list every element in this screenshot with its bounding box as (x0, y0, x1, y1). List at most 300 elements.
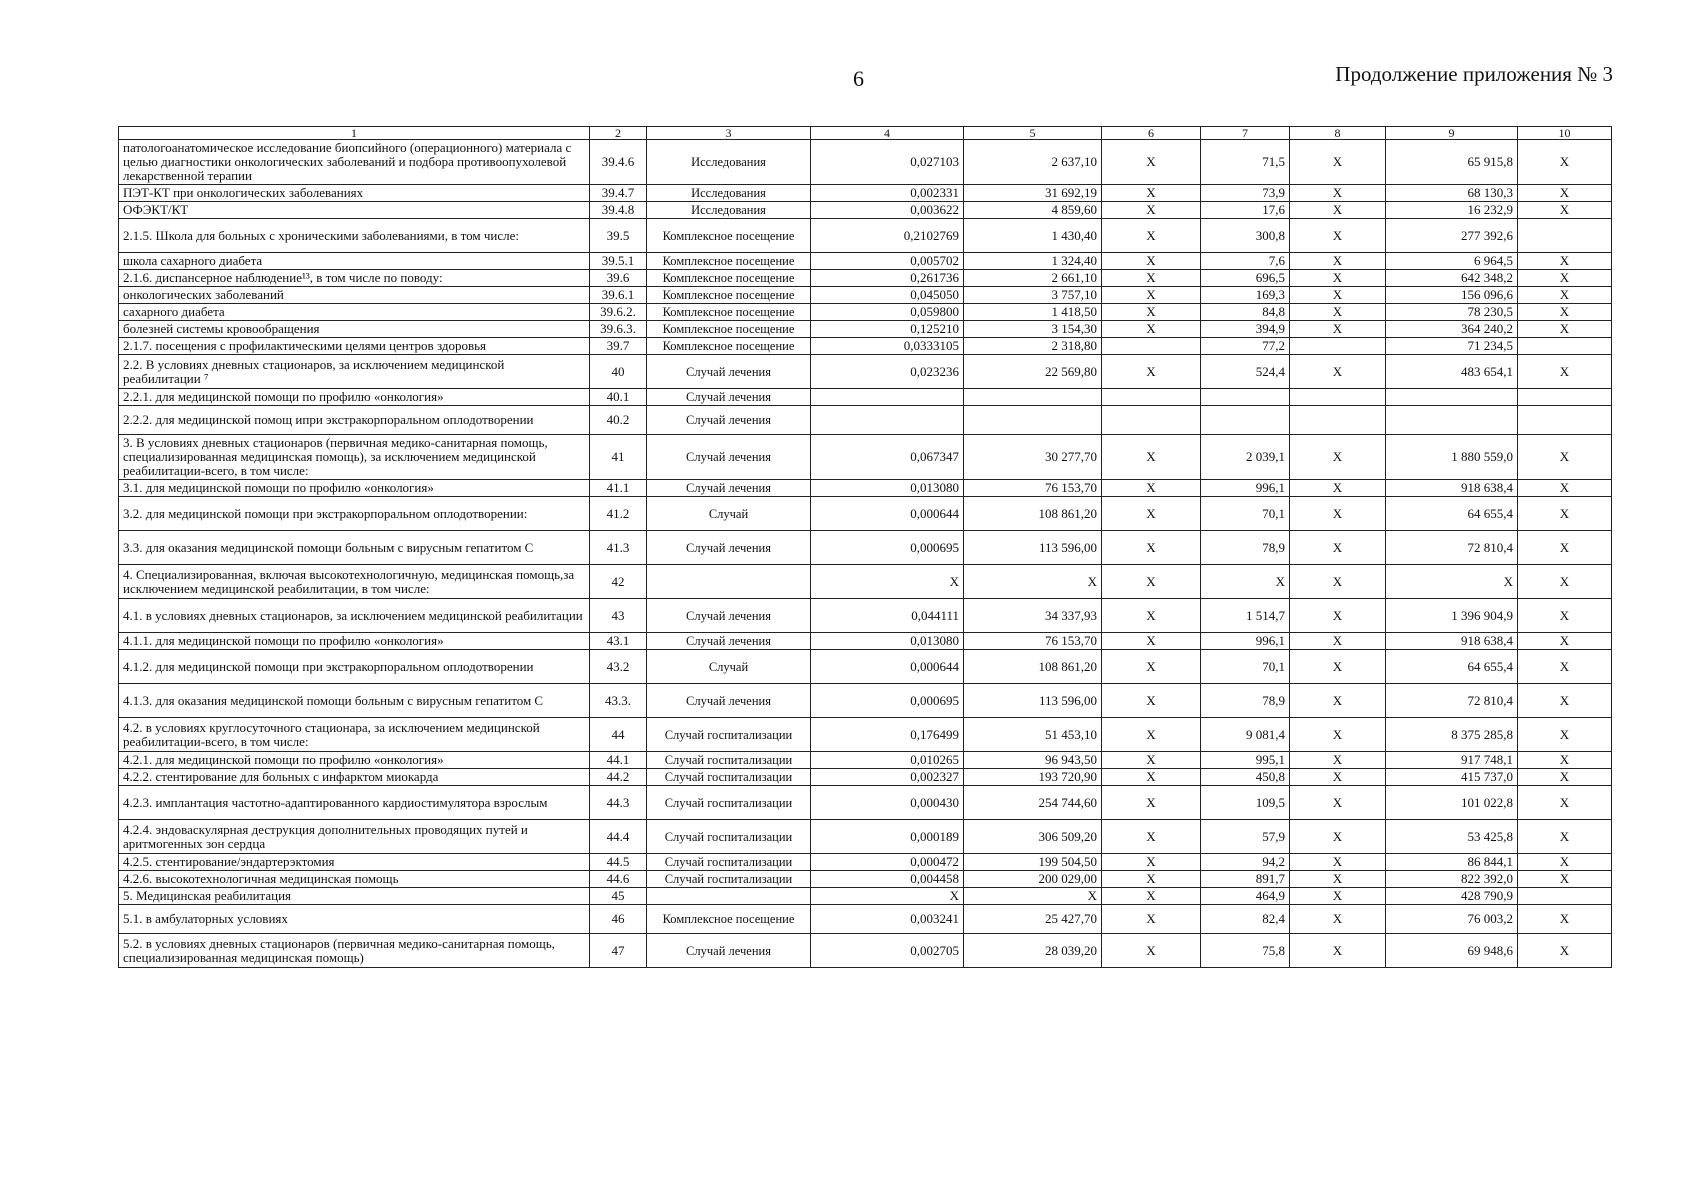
table-cell-c10 (1518, 389, 1612, 406)
table-cell-c2: 44.1 (590, 752, 647, 769)
table-cell-c7: 109,5 (1201, 786, 1290, 820)
table-cell-c1: 4.2.3. имплантация частотно-адаптированного кардиостимулятора взрослым (119, 786, 590, 820)
table-cell-c3: Случай госпитализации (647, 786, 811, 820)
table-cell-c2: 40.1 (590, 389, 647, 406)
table-cell-c7: 169,3 (1201, 287, 1290, 304)
header-cell: 4 (811, 127, 964, 140)
table-cell-c2: 43 (590, 599, 647, 633)
table-cell-c7: 57,9 (1201, 820, 1290, 854)
header-cell: 9 (1386, 127, 1518, 140)
table-cell-c7: 394,9 (1201, 321, 1290, 338)
table-cell-c6: X (1102, 185, 1201, 202)
table-cell-c7: 696,5 (1201, 270, 1290, 287)
table-cell-c4: 0,125210 (811, 321, 964, 338)
table-cell-c10: X (1518, 185, 1612, 202)
table-cell-c2: 39.6.2. (590, 304, 647, 321)
table-cell-c8: X (1290, 650, 1386, 684)
table-cell-c2: 43.1 (590, 633, 647, 650)
table-cell-c7: 94,2 (1201, 854, 1290, 871)
table-cell-c2: 39.4.8 (590, 202, 647, 219)
header-cell: 5 (964, 127, 1102, 140)
table-cell-c8: X (1290, 480, 1386, 497)
table-cell-c3: Случай (647, 650, 811, 684)
table-cell-c7: 300,8 (1201, 219, 1290, 253)
table-cell-c7: 996,1 (1201, 633, 1290, 650)
table-cell-c9: 16 232,9 (1386, 202, 1518, 219)
table-cell-c9: 64 655,4 (1386, 650, 1518, 684)
header-cell: 8 (1290, 127, 1386, 140)
table-cell-c10: X (1518, 934, 1612, 968)
table-cell-c3: Случай лечения (647, 599, 811, 633)
table-cell-c6: X (1102, 633, 1201, 650)
table-cell-c5: 1 324,40 (964, 253, 1102, 270)
table-cell-c8: X (1290, 786, 1386, 820)
table-cell-c10 (1518, 219, 1612, 253)
table-cell-c1: ОФЭКТ/КТ (119, 202, 590, 219)
table-cell-c4: 0,027103 (811, 140, 964, 185)
table-cell-c2: 39.4.7 (590, 185, 647, 202)
table-cell-c4: 0,000189 (811, 820, 964, 854)
table-cell-c5: 31 692,19 (964, 185, 1102, 202)
table-cell-c5: 3 757,10 (964, 287, 1102, 304)
table-cell-c7 (1201, 406, 1290, 435)
table-cell-c10: X (1518, 355, 1612, 389)
table-cell-c9 (1386, 389, 1518, 406)
table-cell-c2: 44.4 (590, 820, 647, 854)
table-cell-c8: X (1290, 684, 1386, 718)
table-cell-c10: X (1518, 253, 1612, 270)
table-cell-c2: 47 (590, 934, 647, 968)
table-cell-c2: 45 (590, 888, 647, 905)
table-cell-c4: 0,000472 (811, 854, 964, 871)
table-row (119, 219, 1612, 253)
table-cell-c4: 0,000644 (811, 650, 964, 684)
table-cell-c9: 156 096,6 (1386, 287, 1518, 304)
table-cell-c9: 1 396 904,9 (1386, 599, 1518, 633)
table-cell-c8: X (1290, 497, 1386, 531)
table-cell-c5: 199 504,50 (964, 854, 1102, 871)
table-cell-c3: Случай госпитализации (647, 752, 811, 769)
table-cell-c3: Случай госпитализации (647, 871, 811, 888)
table-row (119, 497, 1612, 531)
table-cell-c10: X (1518, 786, 1612, 820)
table-cell-c10: X (1518, 304, 1612, 321)
table-cell-c7: 70,1 (1201, 650, 1290, 684)
table-cell-c5: 4 859,60 (964, 202, 1102, 219)
table-cell-c6: X (1102, 888, 1201, 905)
table-cell-c8: X (1290, 854, 1386, 871)
table-cell-c5 (964, 406, 1102, 435)
table-cell-c4: 0,000695 (811, 531, 964, 565)
table-cell-c1: 2.1.5. Школа для больных с хроническими заболеваниями, в том числе: (119, 219, 590, 253)
table-cell-c4: 0,067347 (811, 435, 964, 480)
table-cell-c3: Случай госпитализации (647, 854, 811, 871)
table-cell-c7: 1 514,7 (1201, 599, 1290, 633)
table-cell-c1: 4.2.5. стентирование/эндартерэктомия (119, 854, 590, 871)
table-cell-c6: X (1102, 140, 1201, 185)
table-cell-c9: X (1386, 565, 1518, 599)
table-cell-c5: 2 661,10 (964, 270, 1102, 287)
table-row (119, 435, 1612, 480)
table-cell-c10: X (1518, 871, 1612, 888)
table-cell-c1: школа сахарного диабета (119, 253, 590, 270)
table-cell-c6 (1102, 389, 1201, 406)
header-cell: 10 (1518, 127, 1612, 140)
table-cell-c10: X (1518, 905, 1612, 934)
table-cell-c2: 42 (590, 565, 647, 599)
table-cell-c6: X (1102, 820, 1201, 854)
table-cell-c4: 0,000644 (811, 497, 964, 531)
table-cell-c6: X (1102, 871, 1201, 888)
table-cell-c7: 17,6 (1201, 202, 1290, 219)
table-cell-c6: X (1102, 321, 1201, 338)
table-cell-c2: 44.3 (590, 786, 647, 820)
table-cell-c4: 0,005702 (811, 253, 964, 270)
table-cell-c1: онкологических заболеваний (119, 287, 590, 304)
table-row (119, 355, 1612, 389)
table-cell-c7: 464,9 (1201, 888, 1290, 905)
table-cell-c5: 96 943,50 (964, 752, 1102, 769)
table-cell-c3: Случай лечения (647, 684, 811, 718)
table-cell-c2: 39.4.6 (590, 140, 647, 185)
table-row (119, 599, 1612, 633)
table-cell-c5: 3 154,30 (964, 321, 1102, 338)
table-cell-c4: 0,002705 (811, 934, 964, 968)
table-cell-c9: 71 234,5 (1386, 338, 1518, 355)
table-cell-c8: X (1290, 219, 1386, 253)
table-cell-c6: X (1102, 650, 1201, 684)
table-cell-c6: X (1102, 752, 1201, 769)
table-cell-c2: 39.6.1 (590, 287, 647, 304)
table-cell-c1: 2.1.6. диспансерное наблюдение¹³, в том числе по поводу: (119, 270, 590, 287)
table-cell-c3: Случай лечения (647, 435, 811, 480)
table-cell-c3: Случай лечения (647, 389, 811, 406)
table-cell-c5: 51 453,10 (964, 718, 1102, 752)
table-cell-c9: 72 810,4 (1386, 531, 1518, 565)
header-cell: 3 (647, 127, 811, 140)
table-cell-c3: Комплексное посещение (647, 321, 811, 338)
table-cell-c10: X (1518, 480, 1612, 497)
table-cell-c9: 415 737,0 (1386, 769, 1518, 786)
table-cell-c1: 2.2. В условиях дневных стационаров, за исключением медицинской реабилитации ⁷ (119, 355, 590, 389)
table-cell-c1: патологоанатомическое исследование биопсийного (операционного) материала с целью диагностики онкологических заболеваний и подбора противоопухолевой лекарственной терапии (119, 140, 590, 185)
table-cell-c7: 2 039,1 (1201, 435, 1290, 480)
table-cell-c10 (1518, 338, 1612, 355)
table-cell-c7: 71,5 (1201, 140, 1290, 185)
table-row (119, 406, 1612, 435)
table-cell-c10: X (1518, 140, 1612, 185)
header-cell: 7 (1201, 127, 1290, 140)
header-cell: 6 (1102, 127, 1201, 140)
table-cell-c8: X (1290, 820, 1386, 854)
table-cell-c8: X (1290, 752, 1386, 769)
table-cell-c5: 113 596,00 (964, 684, 1102, 718)
table-cell-c5: 108 861,20 (964, 650, 1102, 684)
table-cell-c5: 200 029,00 (964, 871, 1102, 888)
table-row (119, 185, 1612, 202)
table-cell-c9: 101 022,8 (1386, 786, 1518, 820)
table-cell-c8: X (1290, 321, 1386, 338)
table-cell-c1: 4.2.4. эндоваскулярная деструкция дополнительных проводящих путей и аритмогенных зон сердца (119, 820, 590, 854)
table-cell-c5: X (964, 565, 1102, 599)
table-cell-c1: 5.2. в условиях дневных стационаров (первичная медико-санитарная помощь, специализированная медицинская помощь) (119, 934, 590, 968)
table-cell-c1: 4.1.3. для оказания медицинской помощи больным с вирусным гепатитом С (119, 684, 590, 718)
table-cell-c2: 43.3. (590, 684, 647, 718)
table-cell-c8: X (1290, 435, 1386, 480)
table-cell-c8: X (1290, 531, 1386, 565)
table-cell-c7: 996,1 (1201, 480, 1290, 497)
table-cell-c2: 41 (590, 435, 647, 480)
table-cell-c2: 39.5.1 (590, 253, 647, 270)
table-cell-c2: 39.7 (590, 338, 647, 355)
table-row (119, 338, 1612, 355)
table-cell-c6: X (1102, 202, 1201, 219)
table-cell-c3: Случай госпитализации (647, 718, 811, 752)
table-cell-c4: 0,176499 (811, 718, 964, 752)
table-cell-c1: 3.3. для оказания медицинской помощи больным с вирусным гепатитом С (119, 531, 590, 565)
table-cell-c2: 41.3 (590, 531, 647, 565)
table-cell-c8: X (1290, 253, 1386, 270)
table-cell-c4: 0,002327 (811, 769, 964, 786)
table-cell-c6: X (1102, 934, 1201, 968)
table-cell-c3: Случай лечения (647, 531, 811, 565)
table-cell-c2: 41.1 (590, 480, 647, 497)
table-cell-c10: X (1518, 531, 1612, 565)
table-cell-c9: 78 230,5 (1386, 304, 1518, 321)
table-cell-c8 (1290, 406, 1386, 435)
table-cell-c7: 75,8 (1201, 934, 1290, 968)
table-cell-c8: X (1290, 287, 1386, 304)
table-cell-c5: 2 637,10 (964, 140, 1102, 185)
table-cell-c6 (1102, 338, 1201, 355)
table-cell-c4: 0,003622 (811, 202, 964, 219)
table-cell-c5: 108 861,20 (964, 497, 1102, 531)
table-cell-c8: X (1290, 905, 1386, 934)
table-cell-c4: 0,003241 (811, 905, 964, 934)
table-cell-c9: 8 375 285,8 (1386, 718, 1518, 752)
table-cell-c1: 2.2.1. для медицинской помощи по профилю «онкология» (119, 389, 590, 406)
table-cell-c2: 43.2 (590, 650, 647, 684)
table-cell-c3: Комплексное посещение (647, 253, 811, 270)
table-cell-c8: X (1290, 633, 1386, 650)
table-cell-c10: X (1518, 820, 1612, 854)
table-cell-c3: Исследования (647, 202, 811, 219)
table-cell-c10: X (1518, 270, 1612, 287)
table-row (119, 752, 1612, 769)
table-cell-c3: Комплексное посещение (647, 338, 811, 355)
table-cell-c5: 22 569,80 (964, 355, 1102, 389)
table-cell-c10: X (1518, 769, 1612, 786)
table-cell-c4: 0,013080 (811, 480, 964, 497)
table-cell-c6: X (1102, 480, 1201, 497)
table-cell-c9: 6 964,5 (1386, 253, 1518, 270)
table-cell-c8: X (1290, 888, 1386, 905)
table-cell-c10: X (1518, 565, 1612, 599)
table-cell-c1: 4.1. в условиях дневных стационаров, за исключением медицинской реабилитации (119, 599, 590, 633)
table-cell-c8: X (1290, 718, 1386, 752)
table-row (119, 531, 1612, 565)
table-cell-c5: 76 153,70 (964, 480, 1102, 497)
table-cell-c5: 113 596,00 (964, 531, 1102, 565)
table-cell-c4: X (811, 888, 964, 905)
table-cell-c7: 891,7 (1201, 871, 1290, 888)
table-cell-c6: X (1102, 253, 1201, 270)
table-row (119, 321, 1612, 338)
table-cell-c3 (647, 888, 811, 905)
table-cell-c4: 0,010265 (811, 752, 964, 769)
table-cell-c4: 0,004458 (811, 871, 964, 888)
table-cell-c7: 524,4 (1201, 355, 1290, 389)
table-cell-c2: 44 (590, 718, 647, 752)
table-cell-c8: X (1290, 355, 1386, 389)
table-cell-c3: Случай лечения (647, 480, 811, 497)
table-cell-c9: 642 348,2 (1386, 270, 1518, 287)
table-cell-c1: 4.2.6. высокотехнологичная медицинская помощь (119, 871, 590, 888)
table-row (119, 287, 1612, 304)
table-cell-c7: X (1201, 565, 1290, 599)
table-cell-c10: X (1518, 497, 1612, 531)
table-cell-c5: 1 430,40 (964, 219, 1102, 253)
table-cell-c4 (811, 389, 964, 406)
table-cell-c3: Комплексное посещение (647, 287, 811, 304)
table-cell-c9: 76 003,2 (1386, 905, 1518, 934)
table-cell-c6: X (1102, 435, 1201, 480)
table-cell-c9: 1 880 559,0 (1386, 435, 1518, 480)
table-row (119, 820, 1612, 854)
table-row (119, 888, 1612, 905)
table-cell-c7: 70,1 (1201, 497, 1290, 531)
table-row (119, 684, 1612, 718)
header-row (119, 127, 1612, 140)
table-cell-c3: Исследования (647, 185, 811, 202)
table-cell-c10: X (1518, 684, 1612, 718)
table-cell-c6: X (1102, 287, 1201, 304)
table-cell-c10: X (1518, 854, 1612, 871)
table-cell-c5: 306 509,20 (964, 820, 1102, 854)
table-cell-c6: X (1102, 854, 1201, 871)
table-cell-c8: X (1290, 185, 1386, 202)
table-cell-c4: X (811, 565, 964, 599)
table-cell-c9: 918 638,4 (1386, 633, 1518, 650)
table-cell-c6: X (1102, 905, 1201, 934)
table-cell-c3: Комплексное посещение (647, 304, 811, 321)
table-cell-c3: Исследования (647, 140, 811, 185)
table-cell-c2: 44.5 (590, 854, 647, 871)
table-cell-c10: X (1518, 435, 1612, 480)
table-cell-c10: X (1518, 752, 1612, 769)
table-cell-c7: 77,2 (1201, 338, 1290, 355)
table-cell-c6: X (1102, 219, 1201, 253)
table-row (119, 905, 1612, 934)
table-cell-c7: 450,8 (1201, 769, 1290, 786)
table-cell-c10 (1518, 406, 1612, 435)
table-cell-c5: 76 153,70 (964, 633, 1102, 650)
table-row (119, 480, 1612, 497)
table-cell-c4: 0,023236 (811, 355, 964, 389)
table-body (119, 140, 1612, 968)
table-cell-c8: X (1290, 934, 1386, 968)
table-row (119, 786, 1612, 820)
table-cell-c1: 5. Медицинская реабилитация (119, 888, 590, 905)
table-cell-c9: 822 392,0 (1386, 871, 1518, 888)
table-cell-c3: Комплексное посещение (647, 270, 811, 287)
table-cell-c2: 44.6 (590, 871, 647, 888)
table-cell-c9: 64 655,4 (1386, 497, 1518, 531)
table-cell-c1: 4.2. в условиях круглосуточного стационара, за исключением медицинской реабилитации-всего, в том числе: (119, 718, 590, 752)
table-cell-c1: 4.1.1. для медицинской помощи по профилю «онкология» (119, 633, 590, 650)
table-cell-c3: Случай лечения (647, 406, 811, 435)
table-row (119, 565, 1612, 599)
table-cell-c3: Случай лечения (647, 355, 811, 389)
table-cell-c1: 3.2. для медицинской помощи при экстракорпоральном оплодотворении: (119, 497, 590, 531)
table-cell-c6 (1102, 406, 1201, 435)
table-cell-c7: 7,6 (1201, 253, 1290, 270)
table-cell-c7: 84,8 (1201, 304, 1290, 321)
table-cell-c1: 5.1. в амбулаторных условиях (119, 905, 590, 934)
table-cell-c5: 30 277,70 (964, 435, 1102, 480)
table-cell-c6: X (1102, 304, 1201, 321)
table-row (119, 270, 1612, 287)
table-row (119, 304, 1612, 321)
table-row (119, 253, 1612, 270)
table-cell-c8: X (1290, 202, 1386, 219)
table-cell-c6: X (1102, 355, 1201, 389)
table-cell-c3: Комплексное посещение (647, 219, 811, 253)
table-cell-c9: 65 915,8 (1386, 140, 1518, 185)
table-cell-c8: X (1290, 769, 1386, 786)
table-cell-c8: X (1290, 599, 1386, 633)
table-cell-c7: 82,4 (1201, 905, 1290, 934)
table-row (119, 202, 1612, 219)
table-cell-c5: 2 318,80 (964, 338, 1102, 355)
table-cell-c9: 68 130,3 (1386, 185, 1518, 202)
table-cell-c9: 72 810,4 (1386, 684, 1518, 718)
table-cell-c7: 78,9 (1201, 531, 1290, 565)
table-cell-c3: Случай госпитализации (647, 820, 811, 854)
table-cell-c3: Случай лечения (647, 633, 811, 650)
table-row (119, 140, 1612, 185)
table-cell-c2: 39.6 (590, 270, 647, 287)
table-cell-c6: X (1102, 497, 1201, 531)
table-cell-c1: 4. Специализированная, включая высокотехнологичную, медицинская помощь,за исключением медицинской реабилитации, в том числе: (119, 565, 590, 599)
table-cell-c1: 4.2.2. стентирование для больных с инфарктом миокарда (119, 769, 590, 786)
table-cell-c7: 995,1 (1201, 752, 1290, 769)
table-cell-c3: Комплексное посещение (647, 905, 811, 934)
table-cell-c1: 4.2.1. для медицинской помощи по профилю «онкология» (119, 752, 590, 769)
table-row (119, 633, 1612, 650)
table-cell-c2: 41.2 (590, 497, 647, 531)
table-cell-c8: X (1290, 871, 1386, 888)
table-cell-c4 (811, 406, 964, 435)
table-cell-c2: 44.2 (590, 769, 647, 786)
table-cell-c3: Случай лечения (647, 934, 811, 968)
table-header (119, 127, 1612, 140)
appendix-title: Продолжение приложения № 3 (1335, 62, 1613, 86)
table-cell-c10: X (1518, 718, 1612, 752)
table-cell-c10: X (1518, 321, 1612, 338)
table-cell-c2: 40.2 (590, 406, 647, 435)
table-cell-c4: 0,013080 (811, 633, 964, 650)
table-cell-c5: 34 337,93 (964, 599, 1102, 633)
table-cell-c1: 2.1.7. посещения с профилактическими целями центров здоровья (119, 338, 590, 355)
table-cell-c6: X (1102, 599, 1201, 633)
table-cell-c2: 39.5 (590, 219, 647, 253)
table-cell-c8: X (1290, 270, 1386, 287)
table-cell-c1: 4.1.2. для медицинской помощи при экстракорпоральном оплодотворении (119, 650, 590, 684)
table-cell-c6: X (1102, 565, 1201, 599)
table-cell-c9: 53 425,8 (1386, 820, 1518, 854)
table-cell-c5: 254 744,60 (964, 786, 1102, 820)
